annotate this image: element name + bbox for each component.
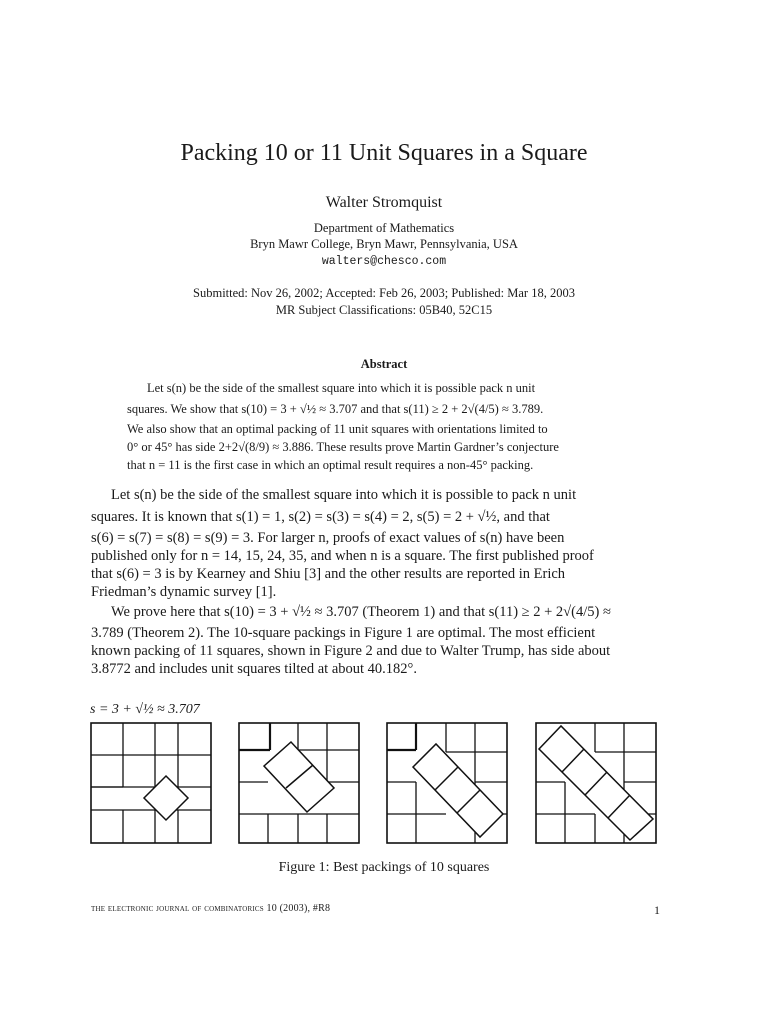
author-name: Walter Stromquist xyxy=(325,194,443,211)
subject-classifications: MR Subject Classifications: 05B40, 52C15 xyxy=(275,303,493,317)
abstract-line: squares. We show that s(10) = 3 + √½ ≈ 3.707 and that s(11) ≥ 2 + 2√(4/5) ≈ 3.789. xyxy=(127,402,544,416)
abstract-line: 0° or 45° has side 2+2√(8/9) ≈ 3.886. These results prove Martin Gardner’s conjecture xyxy=(127,440,559,454)
body-line: known packing of 11 squares, shown in Figure 2 and due to Walter Trump, has side about xyxy=(91,643,611,659)
body-line: squares. It is known that s(1) = 1, s(2) = s(3) = s(4) = 2, s(5) = 2 + √½, and that xyxy=(91,509,550,525)
body-line: Friedman’s dynamic survey [1]. xyxy=(91,584,277,600)
body-line: 3.8772 and includes unit squares tilted at about 40.182°. xyxy=(91,661,417,677)
author-email[interactable]: walters@chesco.com xyxy=(321,255,447,268)
body-line: that s(6) = 3 is by Kearney and Shiu [3] and the other results are reported in Erich xyxy=(91,566,566,582)
body-line: Let s(n) be the side of the smallest square into which it is possible to pack n unit xyxy=(111,487,577,503)
abstract-line: Let s(n) be the side of the smallest square into which it is possible pack n unit xyxy=(147,381,536,395)
body-line: published only for n = 14, 15, 24, 35, and when n is a square. The first published proof xyxy=(91,548,594,564)
abstract-heading: Abstract xyxy=(360,357,408,371)
body-line: 3.789 (Theorem 2). The 10-square packings in Figure 1 are optimal. The most efficient xyxy=(91,625,596,641)
abstract-line: that n = 11 is the first case in which an optimal result requires a non-45° packing. xyxy=(127,458,534,472)
paper-title: Packing 10 or 11 Unit Squares in a Square xyxy=(180,140,588,166)
packing-diagram-3 xyxy=(386,722,508,844)
journal-footer: the electronic journal of combinatorics 10 (2003), #R8 xyxy=(91,903,331,914)
body-line: s(6) = s(7) = s(8) = s(9) = 3. For larger n, proofs of exact values of s(n) have been xyxy=(91,530,565,546)
institution: Bryn Mawr College, Bryn Mawr, Pennsylvania, USA xyxy=(250,237,518,251)
figure-side-label: s = 3 + √½ ≈ 3.707 xyxy=(90,702,200,717)
figure-caption: Figure 1: Best packings of 10 squares xyxy=(278,860,490,875)
department: Department of Mathematics xyxy=(313,221,455,235)
packing-diagram-2 xyxy=(238,722,360,844)
submission-dates: Submitted: Nov 26, 2002; Accepted: Feb 26, 2003; Published: Mar 18, 2003 xyxy=(193,286,575,300)
body-line: We prove here that s(10) = 3 + √½ ≈ 3.707 (Theorem 1) and that s(11) ≥ 2 + 2√(4/5) ≈ xyxy=(111,604,611,620)
page-number: 1 xyxy=(654,903,660,917)
packing-diagram-4 xyxy=(535,722,657,844)
abstract-line: We also show that an optimal packing of 11 unit squares with orientations limited to xyxy=(127,422,548,436)
packing-diagram-1 xyxy=(90,722,212,844)
